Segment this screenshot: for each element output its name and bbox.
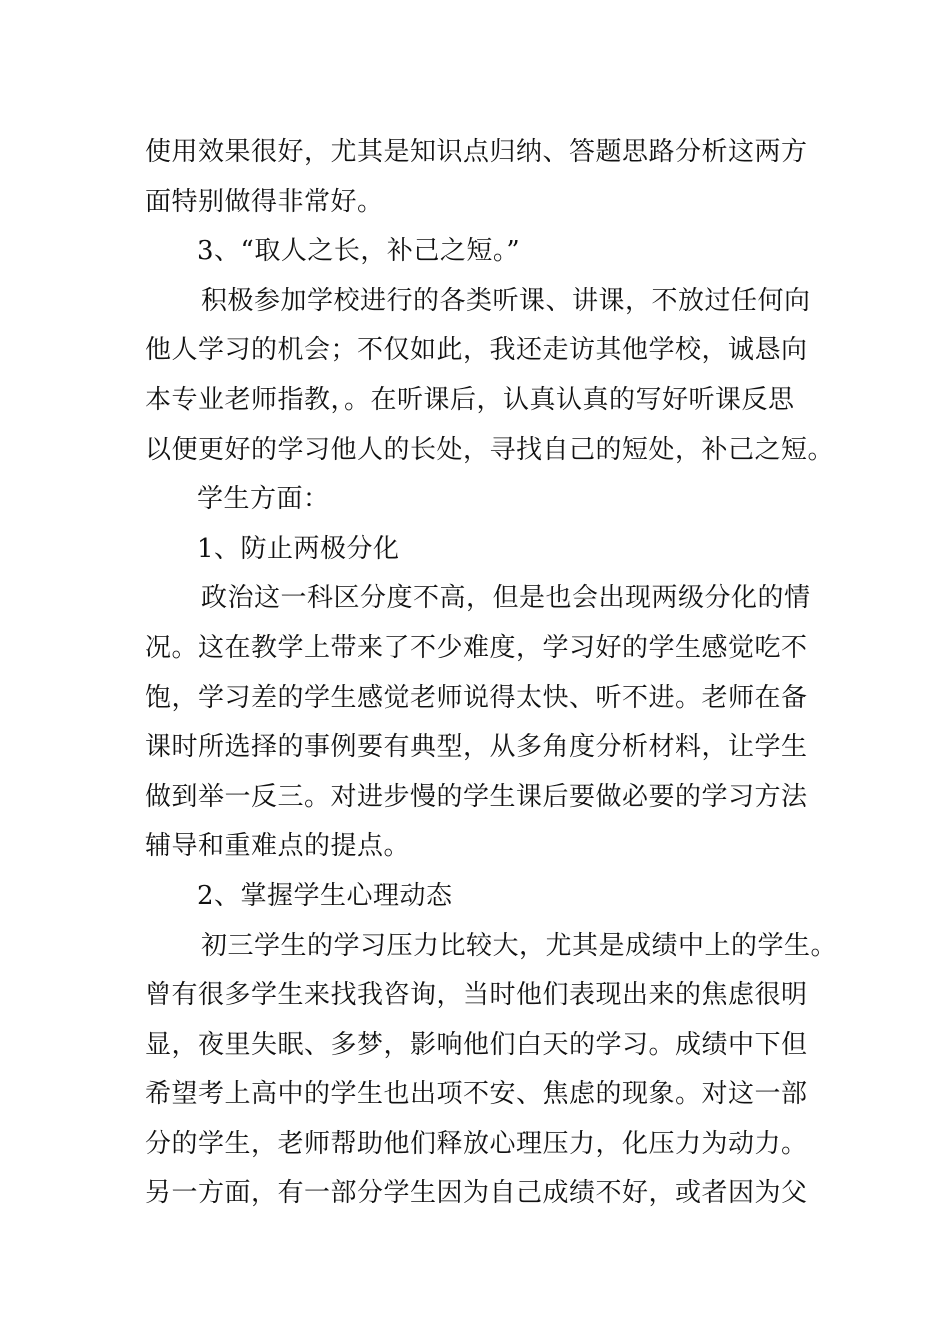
text-line: 以便更好的学习他人的长处，寻找自己的短处，补己之短。 [145,434,835,465]
document-body [145,128,845,1219]
text-line: 分的学生，老师帮助他们释放心理压力，化压力为动力。 [145,1128,808,1159]
text-line: 况。这在教学上带来了不少难度，学习好的学生感觉吃不 [145,632,808,663]
text-line: 做到举一反三。对进步慢的学生课后要做必要的学习方法 [145,781,808,812]
text-line: 饱，学习差的学生感觉老师说得太快、听不进。老师在备 [145,682,808,713]
text-line: 希望考上高中的学生也出项不安、焦虑的现象。对这一部 [145,1079,808,1110]
section-heading: 1、防止两极分化 [197,533,400,564]
section-heading: 学生方面： [197,484,330,515]
text-line: 课时所选择的事例要有典型，从多角度分析材料，让学生 [145,732,808,763]
text-line: 本专业老师指教，。在听课后，认真认真的写好听课反思 [145,384,795,415]
paragraph-start: 积极参加学校进行的各类听课、讲课，不放过任何向 [201,285,811,316]
text-line: 使用效果很好，尤其是知识点归纳、答题思路分析这两方 [145,137,808,167]
text-line: 曾有很多学生来找我咨询，当时他们表现出来的焦虑很明 [145,980,808,1011]
paragraph-start: 初三学生的学习压力比较大，尤其是成绩中上的学生。 [201,930,838,961]
section-heading: 2、掌握学生心理动态 [197,880,453,911]
section-heading: 3、“取人之长，补己之短。” [197,236,521,267]
text-line: 面特别做得非常好。 [145,186,384,217]
text-line: 显，夜里失眠、多梦，影响他们白天的学习。成绩中下但 [145,1029,808,1060]
text-line: 辅导和重难点的提点。 [145,831,411,862]
paragraph-start: 政治这一科区分度不高，但是也会出现两级分化的情 [201,583,811,614]
text-line: 另一方面，有一部分学生因为自己成绩不好，或者因为父 [145,1178,808,1209]
text-line: 他人学习的机会；不仅如此，我还走访其他学校，诚恳向 [145,335,808,366]
